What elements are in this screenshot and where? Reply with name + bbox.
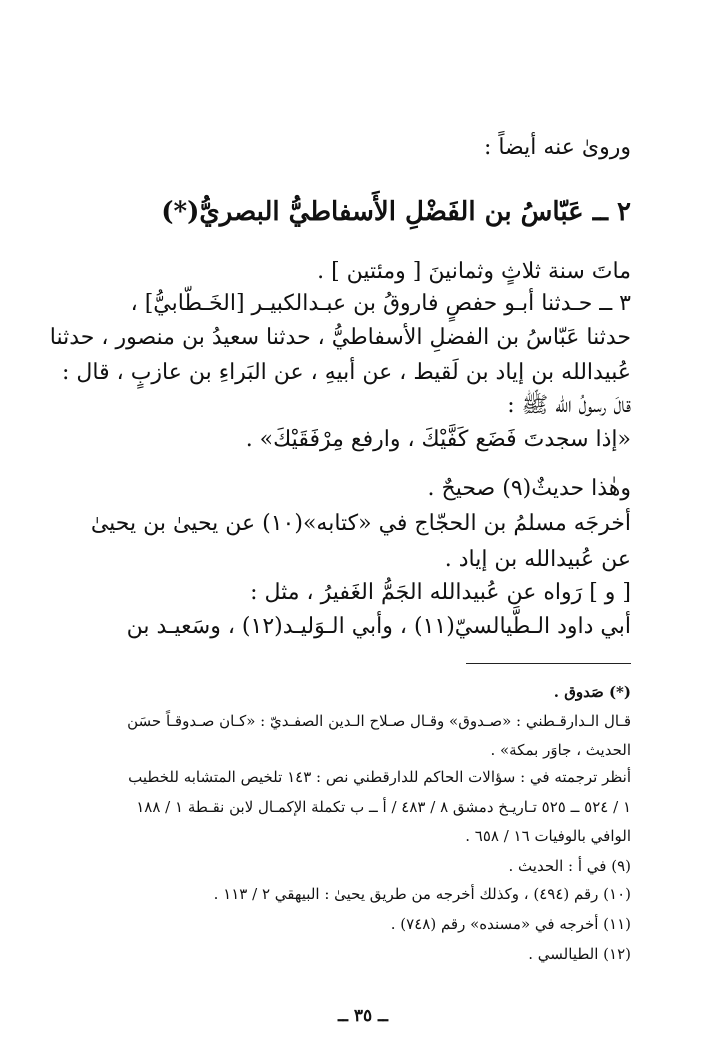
footnote-line: (١١) أخرجه في «مسنده» رقم (٧٤٨) . <box>390 915 631 933</box>
hadith-line: عُبيدالله بن إياد بن لَقيط ، عن أبيهِ ، عن البَراءِ بن عازبٍ ، قال : <box>62 360 631 385</box>
intro-line: ورویٰ عنه أيضاً : <box>483 135 631 160</box>
biography-heading: ٢ ــ عَبّاسُ بن الفَضْلِ الأَسفاطيُّ البصريُّ(*) <box>161 197 631 227</box>
hadith-text: «إذا سجدتَ فَضَع كَفَّيْكَ ، وارفع مِرْفَقَيْكَ» . <box>245 427 631 452</box>
hadith-line: حدثنا عَبّاسُ بن الفضلِ الأسفاطيُّ ، حدثنا سعيدُ بن منصور ، حدثنا <box>49 325 631 350</box>
takhrij-line: أخرجَه مسلمُ بن الحجّاج في «كتابه»(١٠) عن يحيىٰ بن يحيىٰ <box>90 511 631 536</box>
footnote-line: أنظر ترجمته في : سؤالات الحاكم للدارقطني نص : ١٤٣ تلخيص المتشابه للخطيب <box>128 768 631 786</box>
takhrij-line: أبي داود الـطَّيالسيّ(١١) ، وأبي الـوَليـد(١٢) ، وسَعيـد بن <box>126 614 631 639</box>
footnote-line: (*) صَدوق . <box>553 683 631 701</box>
footnote-line: (١٢) الطيالسي . <box>528 945 631 963</box>
takhrij-line: [ و ] رَواه عن عُبيدالله الجَمُّ الغَفيرُ ، مثل : <box>250 580 631 605</box>
footnote-line: قـال الـدارقـطني : «صـدوق» وقـال صـلاح الـدين الصفـديّ : «كـان صـدوقـاً حسَن <box>127 712 631 730</box>
footnote-line: (٩) في أ : الحديث . <box>508 857 631 875</box>
grading-line: وهٰذا حديثٌ(٩) صحيحٌ . <box>427 476 631 501</box>
takhrij-line: عن عُبيدالله بن إياد . <box>444 547 631 572</box>
footnote-line: ١ / ٥٢٤ ــ ٥٢٥ تـاريـخ دمشق ٨ / ٤٨٣ / أ ــ ب تكملة الإكمـال لابن نقـطة ١ / ١٨٨ <box>136 798 631 816</box>
hadith-line: قالَ رسولُ الله ﷺ : <box>507 393 631 418</box>
footnote-line: (١٠) رقم (٤٩٤) ، وكذلك أخرجه من طريق يحيىٰ : البيهقي ٢ / ١١٣ . <box>213 885 631 903</box>
hadith-line: ٣ ــ حـدثنا أبـو حفصٍ فاروقُ بن عبـدالكبيـر [الخَـطّابيُّ] ، <box>130 291 631 316</box>
footnote-line: الوافي بالوفيات ١٦ / ٦٥٨ . <box>465 827 631 845</box>
page-number: ــ ٣٥ ــ <box>337 1006 389 1026</box>
death-line: ماتَ سنة ثلاثٍ وثمانينَ [ ومئتين ] . <box>317 259 631 284</box>
footnote-line: الحديث ، جاوَر بمكة» . <box>490 741 631 759</box>
footnote-divider <box>466 663 631 664</box>
